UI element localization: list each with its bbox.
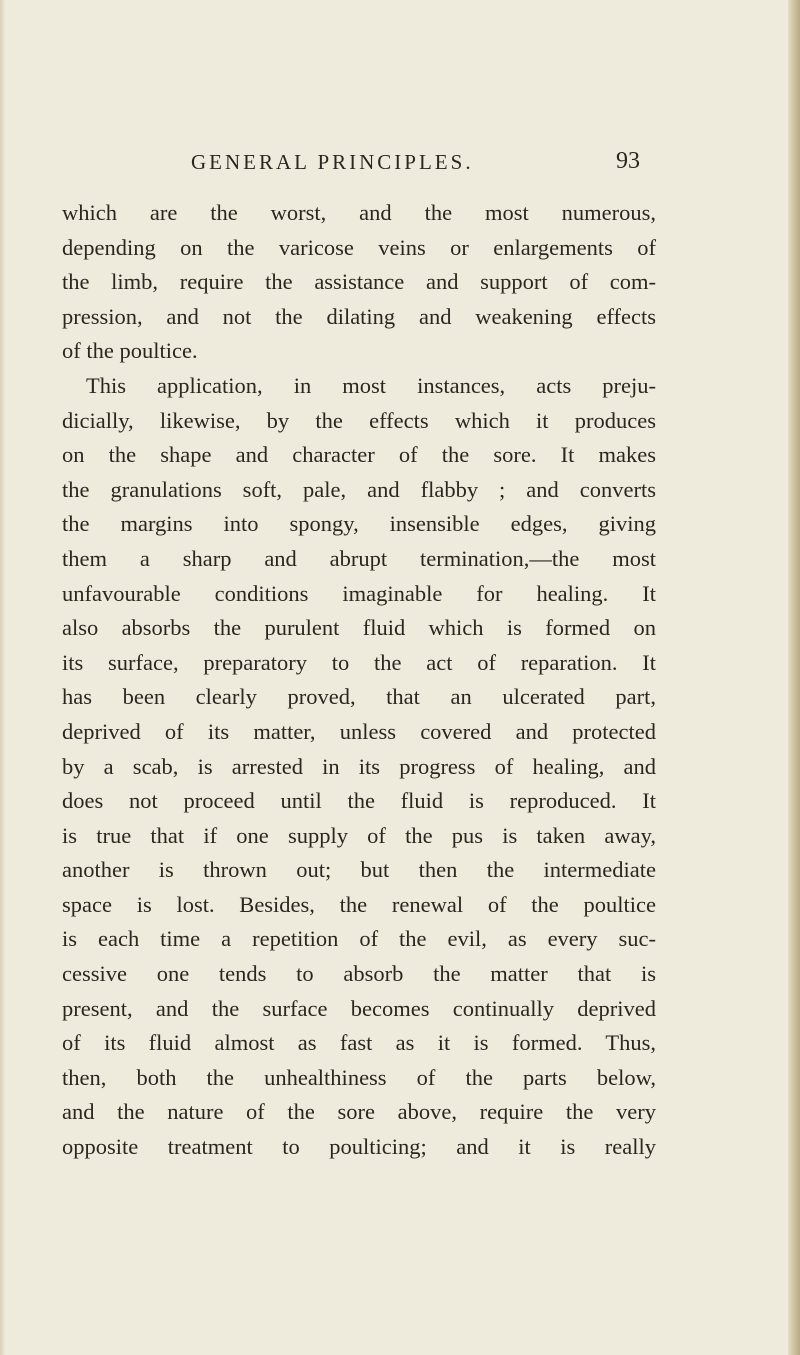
text-line: present, and the surface becomes continually deprived — [62, 995, 656, 1021]
text-line: opposite treatment to poulticing; and it is really — [62, 1134, 656, 1160]
text-line: by a scab, is arrested in its progress of healing, and — [62, 753, 656, 779]
text-line: pression, and not the dilating and weakening effects — [62, 303, 656, 329]
text-line: dicially, likewise, by the effects which it produces — [62, 407, 656, 433]
text-line: the granulations soft, pale, and flabby ; and converts — [62, 476, 656, 502]
text-line: cessive one tends to absorb the matter that is — [62, 961, 656, 987]
text-line: which are the worst, and the most numerous, — [62, 200, 656, 225]
text-line: of the poultice. — [62, 338, 198, 364]
page-number: 93 — [616, 148, 640, 174]
text-line: has been clearly proved, that an ulcerated part, — [62, 684, 656, 710]
text-line: them a sharp and abrupt termination,—the most — [62, 545, 656, 571]
text-line: its surface, preparatory to the act of reparation. It — [62, 649, 656, 675]
text-line: then, both the unhealthiness of the parts below, — [62, 1064, 656, 1090]
text-line: This application, in most instances, acts preju- — [86, 372, 656, 398]
text-line: is each time a repetition of the evil, as every suc- — [62, 926, 656, 952]
page-gutter — [0, 0, 6, 1355]
text-line: the limb, require the assistance and support of com- — [62, 269, 656, 295]
text-line: another is thrown out; but then the intermediate — [62, 857, 656, 883]
page-edge — [788, 0, 800, 1355]
text-line: also absorbs the purulent fluid which is formed on — [62, 615, 656, 641]
text-line: does not proceed until the fluid is reproduced. It — [62, 788, 656, 814]
text-line: depending on the varicose veins or enlargements of — [62, 234, 656, 260]
text-line: of its fluid almost as fast as it is formed. Thus, — [62, 1030, 656, 1056]
text-line: the margins into spongy, insensible edges, giving — [62, 511, 656, 537]
text-line: and the nature of the sore above, require the very — [62, 1099, 656, 1125]
running-title: GENERAL PRINCIPLES. — [191, 150, 474, 174]
text-line: unfavourable conditions imaginable for healing. It — [62, 580, 656, 606]
text-line: on the shape and character of the sore. It makes — [62, 442, 656, 468]
text-line: deprived of its matter, unless covered and protected — [62, 718, 656, 744]
body-text — [62, 196, 656, 1165]
running-head — [0, 148, 800, 184]
text-line: space is lost. Besides, the renewal of the poultice — [62, 891, 656, 917]
text-line: is true that if one supply of the pus is taken away, — [62, 822, 656, 848]
